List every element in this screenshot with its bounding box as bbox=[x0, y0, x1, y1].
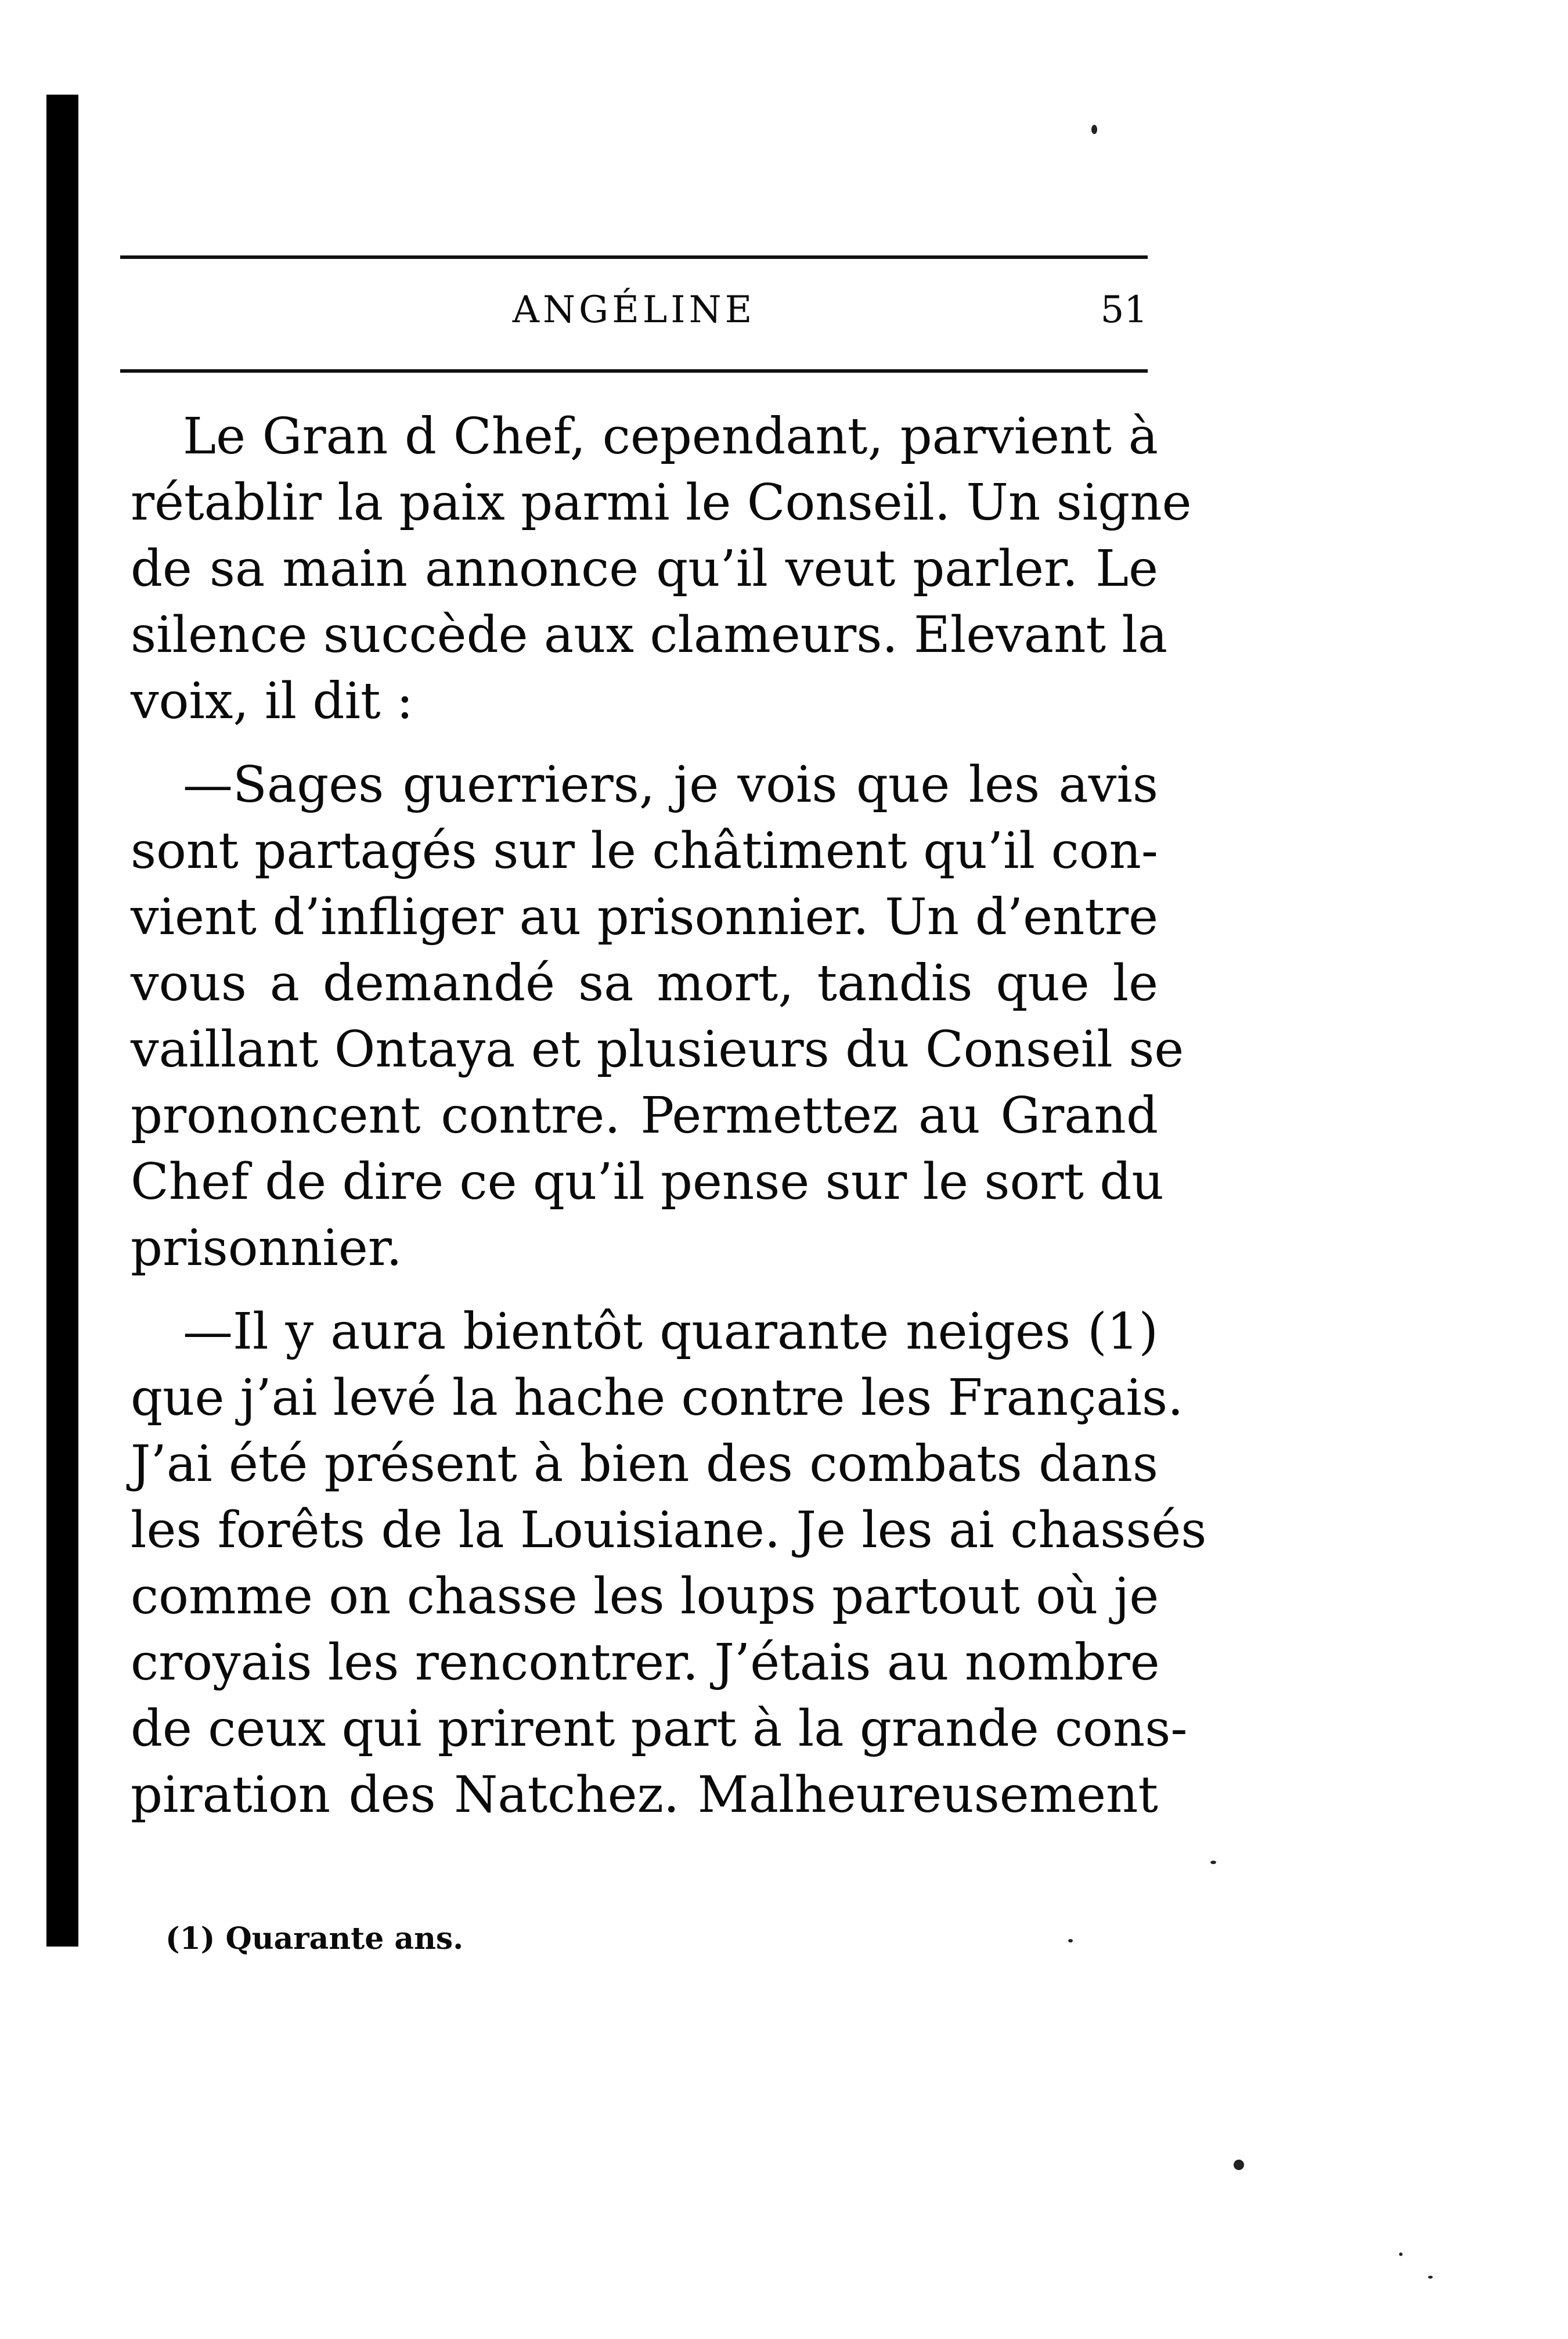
footnote: (1) Quarante ans. bbox=[165, 1921, 464, 1956]
paragraph bbox=[131, 403, 1192, 734]
text-line: sont partagés sur le châtiment qu’il con- bbox=[131, 822, 1158, 880]
text-line: prisonnier. bbox=[131, 1219, 402, 1277]
text-line: de sa main annonce qu’il veut parler. Le bbox=[131, 540, 1158, 598]
text-line: prononcent contre. Permettez au Grand bbox=[131, 1087, 1158, 1145]
text-line: de ceux qui prirent part à la grande cons- bbox=[131, 1700, 1188, 1758]
body-text bbox=[131, 403, 1207, 1846]
text-line: les forêts de la Louisiane. Je les ai chassés bbox=[131, 1501, 1207, 1559]
scan-speck bbox=[1234, 2160, 1244, 2170]
text-line: piration des Natchez. Malheureusement bbox=[131, 1766, 1158, 1824]
scan-speck bbox=[1091, 125, 1097, 134]
scan-speck bbox=[1210, 1861, 1216, 1864]
text-line: que j’ai levé la hache contre les Français. bbox=[131, 1369, 1184, 1427]
running-title: ANGÉLINE bbox=[512, 289, 756, 331]
scan-speck bbox=[1068, 1939, 1073, 1942]
running-head bbox=[120, 282, 1148, 351]
text-line: —Sages guerriers, je vois que les avis bbox=[183, 756, 1158, 814]
text-line: —Il y aura bientôt quarante neiges (1) bbox=[183, 1303, 1158, 1361]
scan-speck bbox=[1428, 2276, 1433, 2279]
text-line: silence succède aux clameurs. Elevant la bbox=[131, 606, 1168, 664]
page-number: 51 bbox=[1100, 289, 1148, 331]
scan-speck bbox=[1399, 2252, 1403, 2256]
header-rule-top bbox=[120, 255, 1148, 259]
text-line: comme on chasse les loups partout où je bbox=[131, 1567, 1159, 1626]
paragraph bbox=[131, 1299, 1207, 1828]
text-line: voix, il dit : bbox=[131, 672, 413, 730]
text-line: J’ai été présent à bien des combats dans bbox=[131, 1435, 1158, 1493]
text-line: Chef de dire ce qu’il pense sur le sort du bbox=[131, 1153, 1164, 1211]
paragraph bbox=[131, 752, 1184, 1281]
text-line: croyais les rencontrer. J’étais au nombre bbox=[131, 1634, 1160, 1692]
text-line: Le Gran d Chef, cependant, parvient à bbox=[183, 408, 1158, 466]
binding-shadow-bar bbox=[46, 95, 78, 1947]
header-rule-bottom bbox=[120, 369, 1148, 373]
text-line: vaillant Ontaya et plusieurs du Conseil se bbox=[131, 1021, 1184, 1079]
text-line: vient d’infliger au prisonnier. Un d’entre bbox=[131, 888, 1158, 946]
text-line: rétablir la paix parmi le Conseil. Un signe bbox=[131, 474, 1192, 532]
text-line: vous a demandé sa mort, tandis que le bbox=[131, 954, 1158, 1012]
